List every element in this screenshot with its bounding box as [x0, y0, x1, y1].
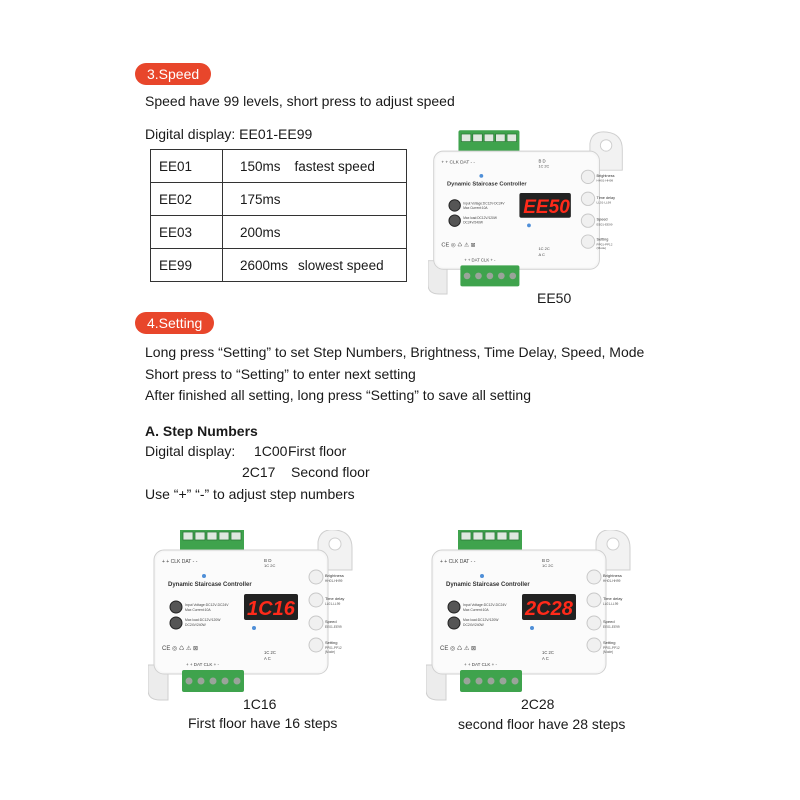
speed-code-cell: EE99	[151, 249, 223, 282]
led-display-1c16: 1C16	[247, 598, 295, 620]
speed-section-badge: 3.Speed	[135, 63, 211, 85]
speed-ms: 150ms	[240, 158, 281, 174]
controller-image-2c28	[426, 530, 636, 702]
floor1-code: 1C00	[254, 443, 288, 459]
controller-image-ee50	[428, 128, 628, 300]
speed-desc-cell	[223, 249, 407, 282]
speed-code-cell: EE02	[151, 183, 223, 216]
speed-desc-cell	[223, 183, 407, 216]
speed-code-cell: EE01	[151, 150, 223, 183]
led-display-2c28: 2C28	[525, 598, 573, 620]
floor1-name: First floor	[288, 443, 347, 459]
right-caption-code: 2C28	[521, 696, 555, 712]
step-display-label: Digital display:	[145, 443, 236, 459]
speed-display-range: Digital display: EE01-EE99	[145, 126, 313, 142]
speed-ms: 175ms	[240, 191, 281, 207]
step-numbers-heading: A. Step Numbers	[145, 423, 258, 439]
table-row	[151, 150, 407, 183]
table-row	[151, 249, 407, 282]
led-display-ee50: EE50	[523, 197, 570, 219]
floor2-code: 2C17	[242, 464, 276, 480]
speed-desc-cell	[223, 216, 407, 249]
left-caption-text: First floor have 16 steps	[188, 715, 338, 731]
setting-line-3: After finished all setting, long press “Setting” to save all setting	[145, 387, 531, 403]
adjust-hint: Use “+” “-” to adjust step numbers	[145, 486, 355, 502]
speed-note: fastest speed	[294, 158, 375, 174]
controller-image-1c16	[148, 530, 358, 702]
setting-line-2: Short press to “Setting” to enter next setting	[145, 366, 416, 382]
ee50-caption: EE50	[537, 290, 572, 306]
speed-desc-cell	[223, 150, 407, 183]
speed-intro-text: Speed have 99 levels, short press to adjust speed	[145, 93, 455, 109]
floor2-name: Second floor	[291, 464, 370, 480]
setting-section-badge: 4.Setting	[135, 312, 214, 334]
speed-table	[150, 149, 407, 282]
table-row	[151, 183, 407, 216]
table-row	[151, 216, 407, 249]
speed-ms: 2600ms	[240, 257, 289, 273]
setting-line-1: Long press “Setting” to set Step Numbers, Brightness, Time Delay, Speed, Mode	[145, 344, 645, 360]
speed-ms: 200ms	[240, 224, 281, 240]
left-caption-code: 1C16	[243, 696, 277, 712]
right-caption-text: second floor have 28 steps	[458, 716, 626, 732]
speed-code-cell: EE03	[151, 216, 223, 249]
speed-note: slowest speed	[298, 257, 384, 273]
